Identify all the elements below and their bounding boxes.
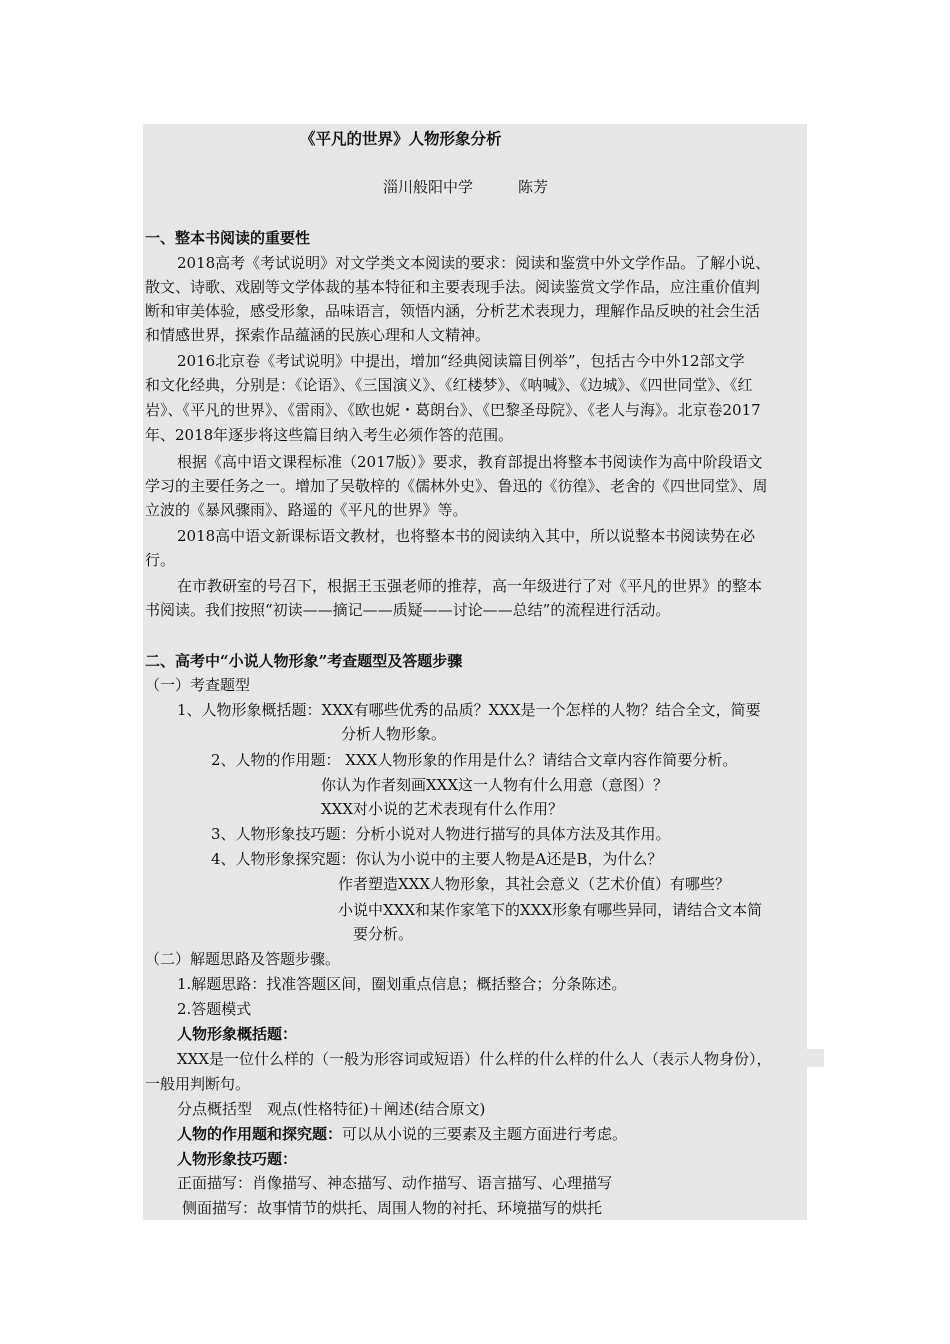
question-type-3: 3、人物形象技巧题：分析小说对人物进行描写的具体方法及其作用。 bbox=[211, 825, 671, 843]
para-5-line: 在市教研室的号召下，根据王玉强老师的推荐，高一年级进行了对《平凡的世界》的整本 bbox=[177, 577, 763, 595]
para-2-line: 和文化经典，分别是：《论语》、《三国演义》、《红楼梦》、《呐喊》、《边城》、《四世同堂》、《红 bbox=[145, 376, 753, 394]
para-1-line: 断和审美体验，感受形象，品味语言，领悟内涵，分析艺术表现力，理解作品反映的社会生活 bbox=[145, 302, 761, 320]
direct-description: 正面描写：肖像描写、神态描写、动作描写、语言描写、心理描写 bbox=[177, 1174, 613, 1192]
heading-summary-question: 人物形象概括题： bbox=[177, 1025, 298, 1043]
para-2-line: 2016北京卷《考试说明》中提出，增加“经典阅读篇目例举”，包括古今中外12部文学 bbox=[177, 352, 745, 370]
role-question-text: 可以从小说的三要素及主题方面进行考虑。 bbox=[342, 1125, 628, 1143]
para-3-line: 根据《高中语文课程标准（2017版）》要求，教育部提出将整本书阅读作为高中阶段语文 bbox=[177, 453, 763, 471]
doc-title: 《平凡的世界》人物形象分析 bbox=[300, 129, 502, 148]
subsection-2-title: （二）解题思路及答题步骤。 bbox=[145, 950, 341, 968]
para-1-line: 散文、诗歌、戏剧等文学体裁的基本特征和主要表现手法。阅读鉴赏文学作品，应注重价值判 bbox=[145, 278, 761, 296]
question-type-1-cont: 分析人物形象。 bbox=[341, 725, 447, 743]
question-type-2-cont: XXX对小说的艺术表现有什么作用？ bbox=[321, 800, 564, 818]
question-type-1: 1、人物形象概括题：XXX有哪些优秀的品质？XXX是一个怎样的人物？结合全文，简要 bbox=[177, 701, 761, 719]
para-4-line: 行。 bbox=[145, 551, 176, 569]
solve-approach: 1.解题思路：找准答题区间，圈划重点信息；概括整合；分条陈述。 bbox=[177, 975, 627, 993]
section-2-title: 二、高考中“小说人物形象”考查题型及答题步骤 bbox=[145, 652, 463, 670]
author-line: 淄川般阳中学 陈芳 bbox=[383, 178, 549, 196]
section-1-title: 一、整本书阅读的重要性 bbox=[145, 229, 311, 247]
subsection-1-title: （一）考查题型 bbox=[145, 676, 251, 694]
para-5-line: 书阅读。我们按照“初读——摘记——质疑——讨论——总结”的流程进行活动。 bbox=[145, 601, 671, 619]
summary-template-cont: 一般用判断句。 bbox=[145, 1075, 251, 1093]
para-1-line: 2018高考《考试说明》对文学类文本阅读的要求：阅读和鉴赏中外文学作品。了解小说、 bbox=[177, 254, 771, 272]
point-summary: 分点概括型 观点(性格特征)＋阐述(结合原文) bbox=[177, 1100, 486, 1118]
heading-role-question: 人物的作用题和探究题： bbox=[177, 1125, 343, 1143]
summary-template: XXX是一位什么样的（一般为形容词或短语）什么样的什么样的什么人（表示人物身份）， bbox=[177, 1050, 772, 1068]
question-type-4-cont: 小说中XXX和某作家笔下的XXX形象有哪些异同，请结合文本简 bbox=[338, 901, 763, 919]
question-type-4-cont: 要分析。 bbox=[353, 925, 414, 943]
indirect-description: 侧面描写：故事情节的烘托、周围人物的衬托、环境描写的烘托 bbox=[182, 1199, 603, 1217]
para-2-line: 年、2018年逐步将这些篇目纳入考生必须作答的范围。 bbox=[145, 426, 514, 444]
para-2-line: 岩》、《平凡的世界》、《雷雨》、《欧也妮・葛朗台》、《巴黎圣母院》、《老人与海》。北京卷2017 bbox=[145, 401, 761, 419]
question-type-2: 2、人物的作用题： XXX人物形象的作用是什么？请结合文章内容作简要分析。 bbox=[211, 751, 738, 769]
answer-mode: 2.答题模式 bbox=[177, 1000, 252, 1018]
para-1-line: 和情感世界，探索作品蕴涵的民族心理和人文精神。 bbox=[145, 326, 491, 344]
question-type-2-cont: 你认为作者刻画XXX这一人物有什么用意（意图）？ bbox=[321, 776, 669, 794]
para-3-line: 学习的主要任务之一。增加了吴敬梓的《儒林外史》、鲁迅的《彷徨》、老舍的《四世同堂》、周 bbox=[145, 477, 768, 495]
page-edge bbox=[806, 1049, 824, 1067]
question-type-4-cont: 作者塑造XXX人物形象，其社会意义（艺术价值）有哪些？ bbox=[338, 875, 731, 893]
para-4-line: 2018高中语文新课标语文教材，也将整本书的阅读纳入其中，所以说整本书阅读势在必 bbox=[177, 527, 756, 545]
para-3-line: 立波的《暴风骤雨》、路遥的《平凡的世界》等。 bbox=[145, 501, 468, 519]
role-question-line bbox=[177, 1122, 627, 1146]
heading-technique-question: 人物形象技巧题： bbox=[177, 1150, 298, 1168]
question-type-4: 4、人物形象探究题：你认为小说中的主要人物是A还是B，为什么？ bbox=[211, 850, 663, 868]
